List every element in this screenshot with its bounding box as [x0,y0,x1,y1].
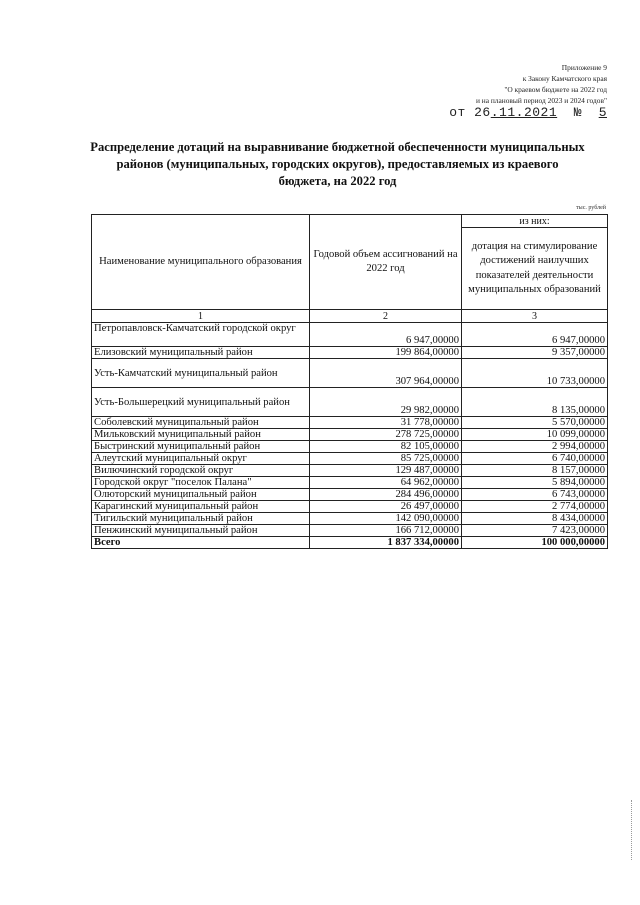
row-subsidy: 6 743,00000 [462,489,608,501]
appendix-line-2: к Закону Камчатского края [522,74,607,83]
row-volume: 26 497,00000 [310,501,462,513]
total-subsidy: 100 000,00000 [462,537,608,549]
unit-label: тыс. рублей [576,205,606,211]
table-row [92,388,608,417]
header-volume: Годовой объем ассигнований на 2022 год [310,215,462,310]
law-date-line [347,106,607,120]
row-volume: 142 090,00000 [310,513,462,525]
row-volume: 31 778,00000 [310,417,462,429]
row-name: Пенжинский муниципальный район [92,525,310,537]
row-volume: 129 487,00000 [310,465,462,477]
row-name: Быстринский муниципальный район [92,441,310,453]
table-row [92,513,608,525]
row-subsidy: 8 157,00000 [462,465,608,477]
row-subsidy: 7 423,00000 [462,525,608,537]
number-value: 5 [598,105,607,120]
row-volume: 199 864,00000 [310,347,462,359]
row-name: Городской округ "поселок Палана" [92,477,310,489]
row-subsidy: 8 434,00000 [462,513,608,525]
row-volume: 64 962,00000 [310,477,462,489]
document-title: Распределение дотаций на выравнивание бюджетной обеспеченности муниципальных районов (муниципальных, городских округов), предоставляемых из краевого бюджета, на 2022 год [90,140,585,188]
row-subsidy: 8 135,00000 [462,388,608,417]
row-name: Олюторский муниципальный район [92,489,310,501]
number-sign: № [573,105,583,120]
subsidy-table [91,214,608,549]
row-subsidy: 2 994,00000 [462,441,608,453]
appendix-line-3: "О краевом бюджете на 2022 год [504,85,607,94]
table-row [92,441,608,453]
table-row [92,525,608,537]
table-row [92,323,608,347]
row-name: Усть-Камчатский муниципальный район [92,359,310,388]
row-volume: 82 105,00000 [310,441,462,453]
table-row [92,359,608,388]
total-row [92,537,608,549]
column-number-row [92,310,608,323]
col-number-3: 3 [462,310,608,323]
row-subsidy: 10 733,00000 [462,359,608,388]
row-subsidy: 6 740,00000 [462,453,608,465]
date-prefix: от 26 [449,105,491,120]
row-volume: 166 712,00000 [310,525,462,537]
table-row [92,453,608,465]
table-row [92,465,608,477]
appendix-line-4: и на плановый период 2023 и 2024 годов" [475,96,607,105]
row-name: Елизовский муниципальный район [92,347,310,359]
row-subsidy: 6 947,00000 [462,323,608,347]
date-value: .11.2021 [490,105,558,120]
row-volume: 6 947,00000 [310,323,462,347]
row-name: Петропавловск-Камчатский городской округ [92,323,310,347]
row-volume: 278 725,00000 [310,429,462,441]
total-volume: 1 837 334,00000 [310,537,462,549]
row-subsidy: 10 099,00000 [462,429,608,441]
appendix-header [347,62,607,120]
row-subsidy: 2 774,00000 [462,501,608,513]
row-name: Алеутский муниципальный округ [92,453,310,465]
table-row [92,417,608,429]
table-row [92,347,608,359]
table-row [92,489,608,501]
table-row [92,477,608,489]
row-volume: 85 725,00000 [310,453,462,465]
row-name: Соболевский муниципальный район [92,417,310,429]
row-volume: 29 982,00000 [310,388,462,417]
col-number-1: 1 [92,310,310,323]
col-number-2: 2 [310,310,462,323]
row-name: Усть-Большерецкий муниципальный район [92,388,310,417]
row-volume: 307 964,00000 [310,359,462,388]
row-name: Тигильский муниципальный район [92,513,310,525]
row-subsidy: 5 894,00000 [462,477,608,489]
scan-margin-mark [631,800,634,860]
header-name: Наименование муниципального образования [92,215,310,310]
row-name: Карагинский муниципальный район [92,501,310,513]
header-of-which: из них: [462,215,608,228]
table-row [92,429,608,441]
header-subsidy: дотация на стимулирование достижений наилучших показателей деятельности муниципальных образований [462,228,608,310]
total-name: Всего [92,537,310,549]
row-name: Мильковский муниципальный район [92,429,310,441]
row-name: Вилючинский городской округ [92,465,310,477]
row-subsidy: 9 357,00000 [462,347,608,359]
table-row [92,501,608,513]
row-volume: 284 496,00000 [310,489,462,501]
appendix-line-1: Приложение 9 [561,63,607,72]
row-subsidy: 5 570,00000 [462,417,608,429]
